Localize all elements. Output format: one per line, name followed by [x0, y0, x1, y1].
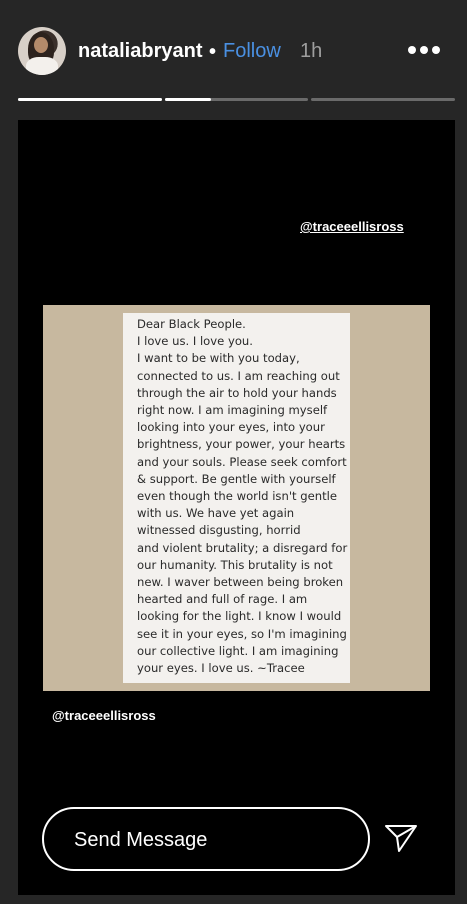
letter-line: see it in your eyes, so I'm imagining — [137, 626, 347, 641]
mention-tag-bottom[interactable]: @traceeellisross — [52, 708, 156, 723]
separator-dot: • — [209, 41, 217, 63]
letter-line: I love us. I love you. — [137, 334, 253, 349]
letter-line: with us. We have yet again — [137, 506, 295, 521]
timestamp: 1h — [300, 40, 323, 62]
letter-line: connected to us. I am reaching out — [137, 368, 340, 383]
story-header — [0, 0, 467, 100]
letter-line: witnessed disgusting, horrid — [137, 523, 301, 538]
story-progress-2 — [165, 98, 308, 101]
send-icon[interactable] — [383, 820, 419, 856]
progress-fill — [18, 98, 162, 101]
send-message-input[interactable] — [42, 807, 370, 871]
send-message-placeholder: Send Message — [74, 829, 208, 851]
letter-paper — [123, 313, 350, 683]
letter-line: Dear Black People. — [137, 317, 246, 331]
letter-line: & support. Be gentle with yourself — [137, 471, 336, 486]
letter-line: hearted and full of rage. I am — [137, 592, 308, 607]
story-progress-3 — [311, 98, 455, 101]
letter-line: right now. I am imagining myself — [137, 403, 328, 418]
follow-button[interactable]: Follow — [223, 40, 281, 62]
more-dot — [408, 46, 416, 54]
more-dot — [432, 46, 440, 54]
letter-line: your eyes. I love us. ~Tracee — [137, 661, 305, 676]
letter-line: and violent brutality; a disregard for — [137, 540, 348, 555]
username[interactable]: nataliabryant — [78, 40, 203, 62]
letter-line: our humanity. This brutality is not — [137, 557, 333, 572]
more-dot — [420, 46, 428, 54]
letter-line: our collective light. I am imagining — [137, 643, 339, 658]
avatar-shirt — [26, 57, 58, 75]
letter-line: new. I waver between being broken — [137, 575, 344, 590]
letter-line: through the air to hold your hands — [137, 385, 337, 400]
letter-text — [137, 316, 347, 677]
story-progress-1 — [18, 98, 162, 101]
progress-fill — [165, 98, 211, 101]
letter-line: and your souls. Please seek comfort — [137, 454, 347, 469]
letter-line: even though the world isn't gentle — [137, 489, 337, 504]
letter-image — [43, 305, 430, 691]
more-options-icon[interactable] — [406, 35, 442, 65]
story-content[interactable] — [18, 120, 455, 895]
mention-link-top[interactable]: @traceeellisross — [300, 219, 404, 234]
letter-line: looking for the light. I know I would — [137, 609, 342, 624]
letter-line: I want to be with you today, — [137, 351, 300, 366]
avatar-face — [34, 37, 48, 53]
letter-line: brightness, your power, your hearts — [137, 437, 346, 452]
letter-line: looking into your eyes, into your — [137, 420, 325, 435]
avatar[interactable] — [18, 27, 66, 75]
